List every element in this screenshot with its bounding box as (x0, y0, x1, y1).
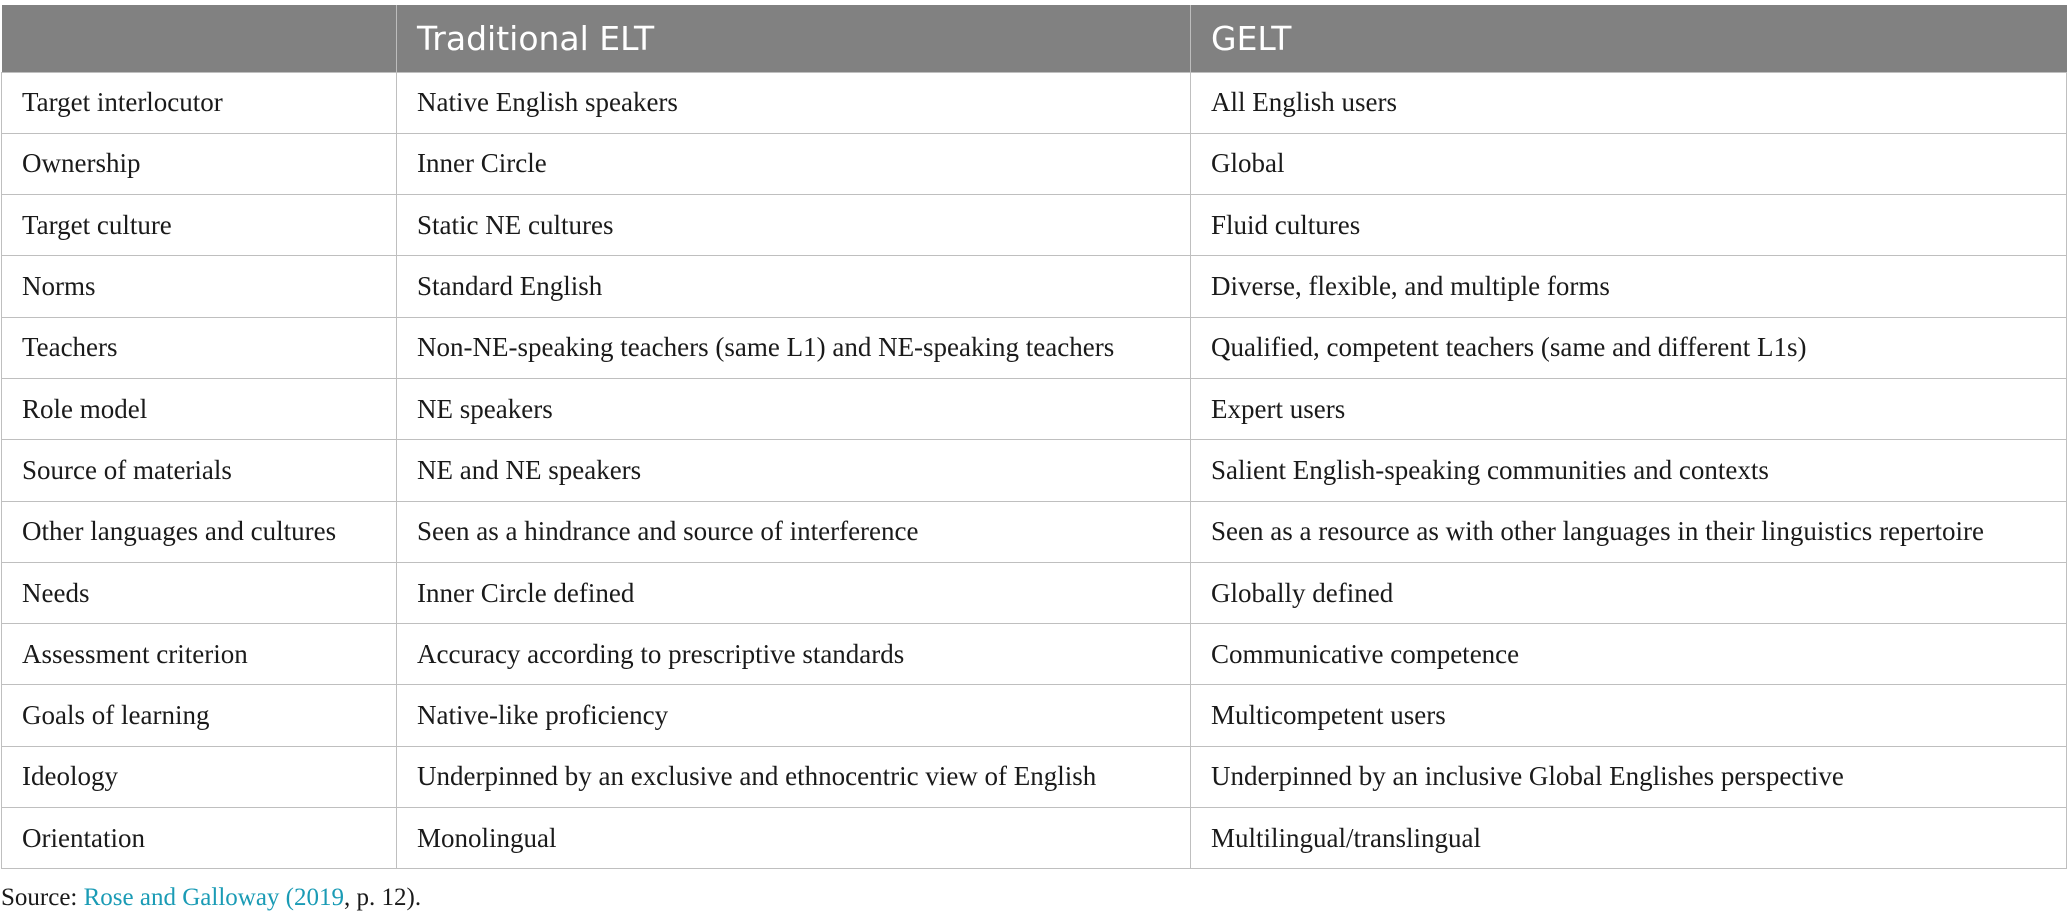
header-cell-traditional-elt: Traditional ELT (397, 5, 1191, 72)
row-label: Assessment criterion (2, 624, 397, 685)
gelt-cell: Communicative competence (1191, 624, 2067, 685)
gelt-cell: Underpinned by an inclusive Global Englishes perspective (1191, 746, 2067, 807)
gelt-cell: Globally defined (1191, 562, 2067, 623)
source-citation-link[interactable]: Rose and Galloway (2019 (83, 884, 344, 911)
table-row (2, 562, 2067, 623)
traditional-elt-cell: NE speakers (397, 378, 1191, 439)
gelt-cell: Salient English-speaking communities and contexts (1191, 440, 2067, 501)
row-label: Teachers (2, 317, 397, 378)
source-suffix: , p. 12). (344, 884, 422, 911)
table-row (2, 440, 2067, 501)
row-label: Source of materials (2, 440, 397, 501)
header-cell-gelt: GELT (1191, 5, 2067, 72)
gelt-cell: Multicompetent users (1191, 685, 2067, 746)
gelt-cell: Seen as a resource as with other languages in their linguistics repertoire (1191, 501, 2067, 562)
table-header (2, 5, 2067, 72)
header-row (2, 5, 2067, 72)
table-row (2, 133, 2067, 194)
gelt-cell: Diverse, flexible, and multiple forms (1191, 256, 2067, 317)
table-row (2, 685, 2067, 746)
traditional-elt-cell: Accuracy according to prescriptive standards (397, 624, 1191, 685)
traditional-elt-cell: Standard English (397, 256, 1191, 317)
gelt-cell: Multilingual/translingual (1191, 808, 2067, 869)
row-label: Role model (2, 378, 397, 439)
gelt-cell: Qualified, competent teachers (same and different L1s) (1191, 317, 2067, 378)
table-row (2, 256, 2067, 317)
traditional-elt-cell: Underpinned by an exclusive and ethnocentric view of English (397, 746, 1191, 807)
table-row (2, 808, 2067, 869)
table-row (2, 501, 2067, 562)
row-label: Target culture (2, 195, 397, 256)
gelt-cell: Expert users (1191, 378, 2067, 439)
comparison-table (1, 5, 2067, 869)
traditional-elt-cell: Non-NE-speaking teachers (same L1) and NE-speaking teachers (397, 317, 1191, 378)
traditional-elt-cell: Inner Circle (397, 133, 1191, 194)
table-row (2, 378, 2067, 439)
row-label: Ideology (2, 746, 397, 807)
gelt-cell: All English users (1191, 72, 2067, 133)
row-label: Norms (2, 256, 397, 317)
row-label: Ownership (2, 133, 397, 194)
gelt-cell: Fluid cultures (1191, 195, 2067, 256)
traditional-elt-cell: Native English speakers (397, 72, 1191, 133)
table-row (2, 195, 2067, 256)
table-row (2, 624, 2067, 685)
header-cell-criterion (2, 5, 397, 72)
source-note (1, 884, 421, 912)
row-label: Other languages and cultures (2, 501, 397, 562)
table-row (2, 72, 2067, 133)
traditional-elt-cell: NE and NE speakers (397, 440, 1191, 501)
traditional-elt-cell: Monolingual (397, 808, 1191, 869)
source-prefix: Source: (1, 884, 84, 911)
traditional-elt-cell: Inner Circle defined (397, 562, 1191, 623)
gelt-cell: Global (1191, 133, 2067, 194)
row-label: Orientation (2, 808, 397, 869)
row-label: Goals of learning (2, 685, 397, 746)
row-label: Target interlocutor (2, 72, 397, 133)
table-body (2, 72, 2067, 869)
table-row (2, 317, 2067, 378)
traditional-elt-cell: Native-like proficiency (397, 685, 1191, 746)
table-row (2, 746, 2067, 807)
row-label: Needs (2, 562, 397, 623)
traditional-elt-cell: Seen as a hindrance and source of interference (397, 501, 1191, 562)
traditional-elt-cell: Static NE cultures (397, 195, 1191, 256)
